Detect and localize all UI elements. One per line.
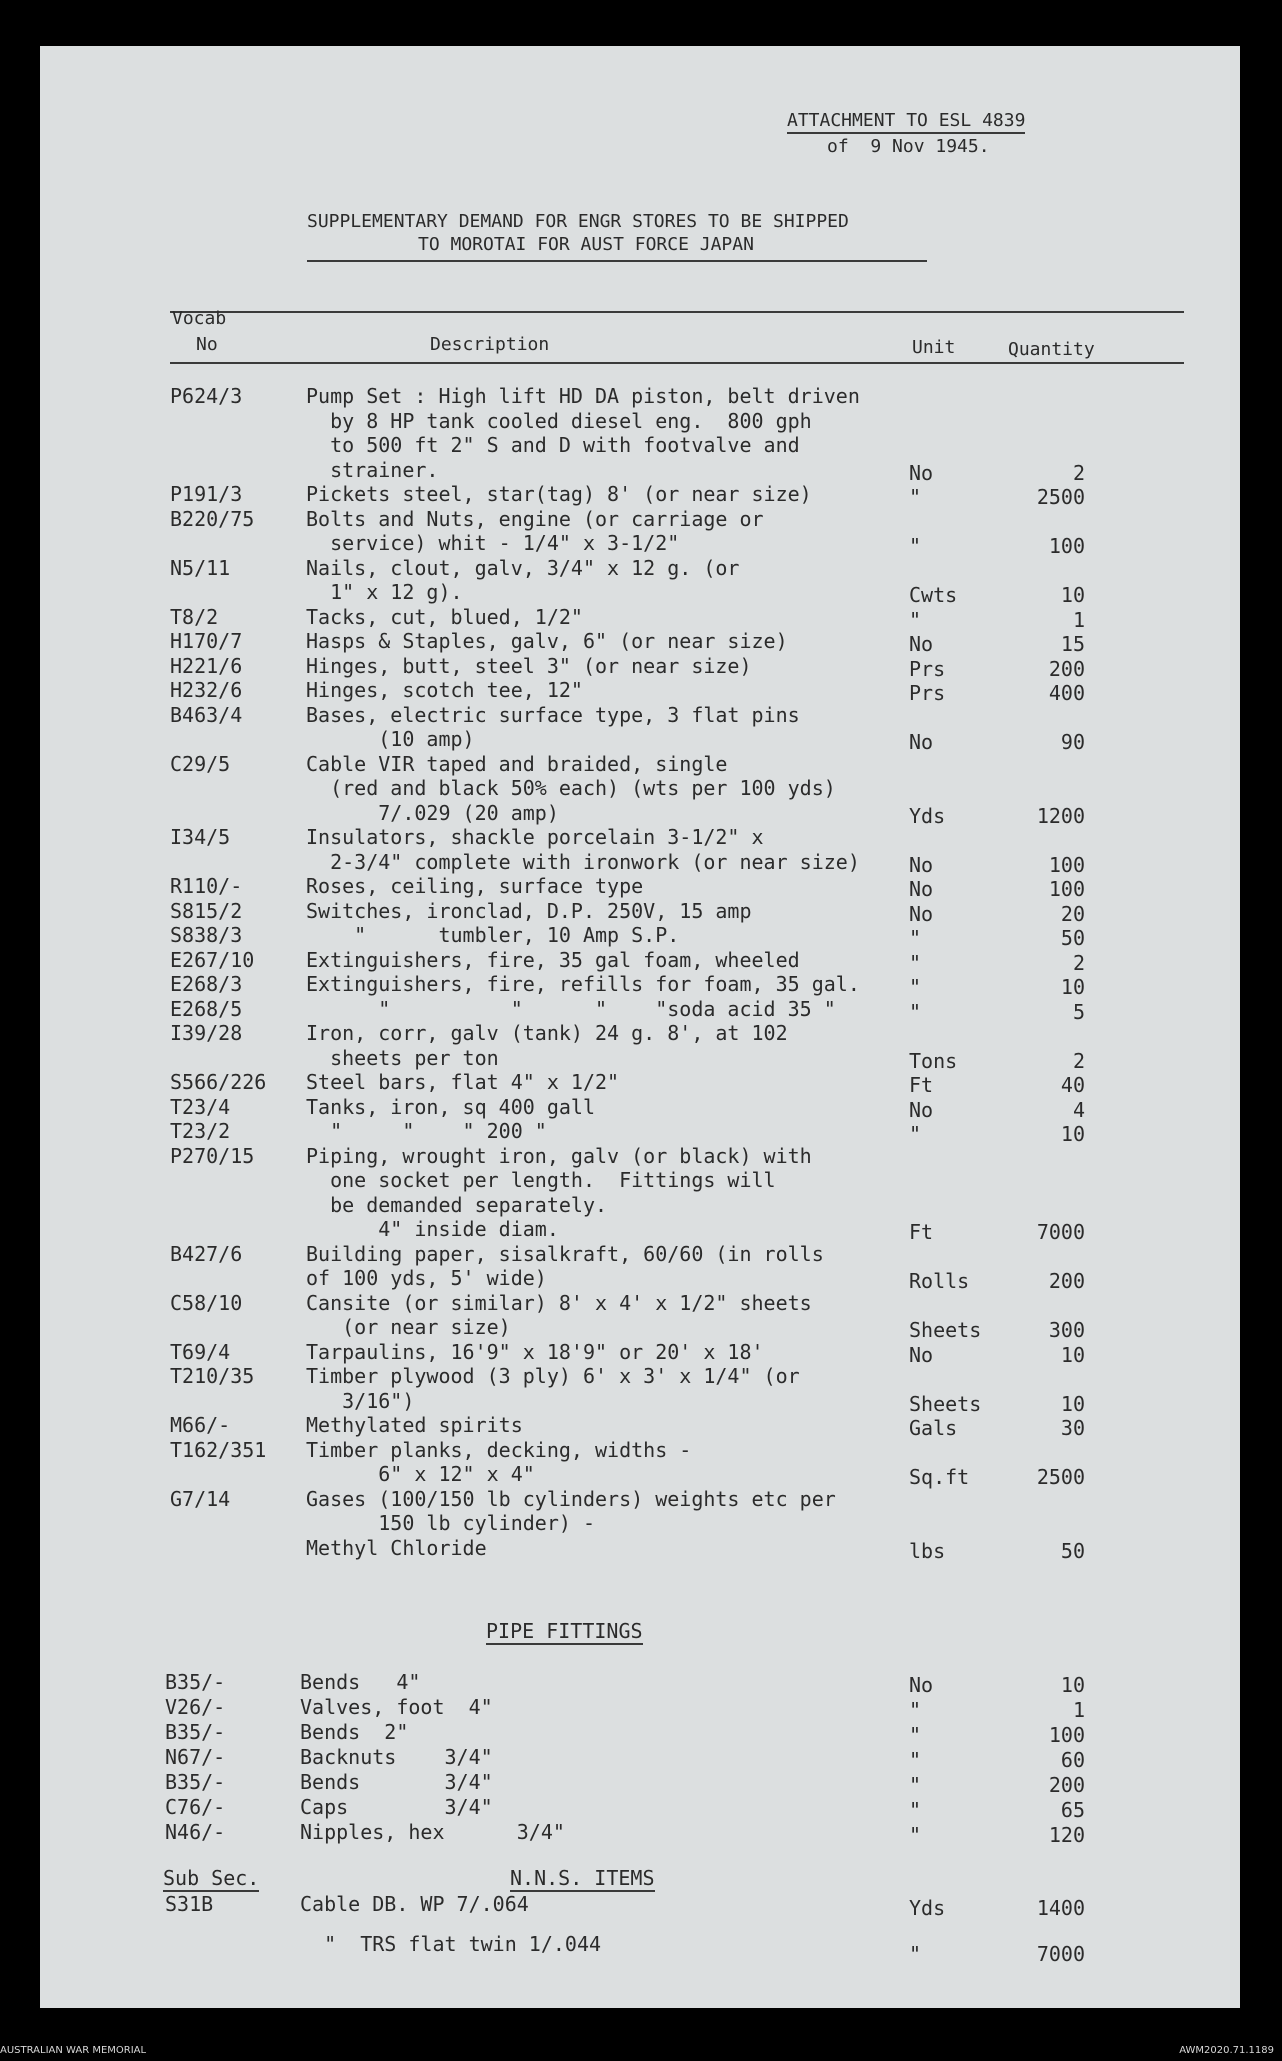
row-unit: Ft — [909, 1073, 934, 1097]
fitting-unit: " — [909, 1698, 922, 1722]
row-unit: Prs — [909, 681, 946, 705]
row-description: 150 lb cylinder) - — [306, 1511, 595, 1535]
row-unit: " — [909, 534, 922, 558]
title-line-1: SUPPLEMENTARY DEMAND FOR ENGR STORES TO BE SHIPPED — [307, 211, 849, 232]
sub-sec-label: Sub Sec. — [163, 1866, 260, 1890]
row-vocab-no: H221/6 — [170, 653, 243, 678]
row-unit: Sheets — [909, 1318, 982, 1342]
row-vocab-no: P270/15 — [170, 1143, 255, 1168]
row-description: Gases (100/150 lb cylinders) weights etc per — [306, 1486, 836, 1511]
fitting-unit: " — [909, 1823, 922, 1847]
row-quantity: 90 — [1060, 730, 1085, 754]
fitting-description: Bends 4" — [300, 1670, 421, 1694]
row-vocab-no: S815/2 — [170, 898, 243, 923]
row-description: one socket per length. Fittings will — [306, 1168, 776, 1192]
row-description: Bolts and Nuts, engine (or carriage or — [306, 506, 764, 531]
row-unit: No — [909, 852, 934, 877]
row-unit: No — [909, 460, 934, 485]
row-vocab-no: T23/2 — [170, 1119, 231, 1143]
fitting-description: Caps 3/4" — [300, 1795, 493, 1819]
nns-quantity: 1400 — [1036, 1896, 1085, 1920]
row-quantity: 10 — [1060, 1391, 1085, 1416]
row-quantity: 200 — [1048, 656, 1085, 681]
fitting-unit: No — [909, 1673, 934, 1697]
row-description: Pickets steel, star(tag) 8' (or near size) — [306, 482, 812, 506]
row-unit: No — [909, 1342, 934, 1367]
row-description: Roses, ceiling, surface type — [306, 874, 644, 898]
row-quantity: 400 — [1048, 681, 1085, 705]
fitting-quantity: 120 — [1048, 1823, 1085, 1847]
row-vocab-no: I34/5 — [170, 825, 231, 849]
row-unit: lbs — [909, 1538, 946, 1563]
row-description: (or near size) — [306, 1315, 511, 1339]
row-quantity: 2500 — [1036, 485, 1085, 509]
row-description: Tanks, iron, sq 400 gall — [306, 1094, 595, 1119]
row-description: Nails, clout, galv, 3/4" x 12 g. (or — [306, 555, 740, 580]
row-vocab-no: T23/4 — [170, 1094, 231, 1119]
row-vocab-no: B220/75 — [170, 506, 255, 531]
row-quantity: 5 — [1072, 999, 1085, 1024]
fitting-vocab-no: N67/- — [165, 1745, 226, 1769]
row-unit: Gals — [909, 1416, 958, 1440]
row-description: 3/16") — [306, 1388, 415, 1413]
row-vocab-no: T162/351 — [170, 1437, 267, 1462]
nns-unit: Yds — [909, 1896, 946, 1920]
row-quantity: 50 — [1060, 1538, 1085, 1563]
column-unit: Unit — [912, 337, 956, 358]
fitting-quantity: 10 — [1060, 1673, 1085, 1697]
column-vocab: Vocab — [172, 308, 227, 329]
fitting-vocab-no: V26/- — [165, 1695, 226, 1719]
row-quantity: 50 — [1060, 926, 1085, 950]
attachment-heading: ATTACHMENT TO ESL 4839 — [787, 110, 1025, 134]
row-unit: Yds — [909, 803, 946, 828]
row-unit: No — [909, 901, 934, 926]
row-vocab-no: N5/11 — [170, 555, 231, 580]
row-description: Iron, corr, galv (tank) 24 g. 8', at 102 — [306, 1021, 788, 1045]
row-description: 2-3/4" complete with ironwork (or near size) — [306, 849, 860, 874]
row-quantity: 30 — [1060, 1416, 1085, 1440]
row-description: sheets per ton — [306, 1045, 499, 1070]
row-vocab-no: G7/14 — [170, 1486, 231, 1511]
row-description: to 500 ft 2" S and D with footvalve and — [306, 433, 800, 457]
row-unit: " — [909, 999, 922, 1024]
footer-reference: AWM2020.71.1189 — [1179, 2045, 1274, 2056]
row-description: Methylated spirits — [306, 1413, 523, 1437]
row-vocab-no: R110/- — [170, 874, 243, 898]
nns-heading: N.N.S. ITEMS — [510, 1866, 655, 1890]
row-quantity: 2 — [1072, 460, 1085, 485]
row-description: 4" inside diam. — [306, 1217, 559, 1241]
row-description: Bases, electric surface type, 3 flat pins — [306, 702, 800, 727]
row-quantity: 10 — [1060, 1342, 1085, 1367]
row-quantity: 15 — [1060, 632, 1085, 656]
row-vocab-no: B427/6 — [170, 1241, 243, 1266]
row-vocab-no: H170/7 — [170, 629, 243, 653]
row-quantity: 100 — [1048, 877, 1085, 901]
row-quantity: 20 — [1060, 901, 1085, 926]
table-header-rule — [170, 362, 1184, 364]
fitting-vocab-no: N46/- — [165, 1820, 226, 1844]
fitting-description: Bends 2" — [300, 1720, 409, 1744]
row-description: Extinguishers, fire, 35 gal foam, wheeled — [306, 947, 800, 972]
row-description: Cansite (or similar) 8' x 4' x 1/2" sheets — [306, 1290, 812, 1315]
row-vocab-no: S566/226 — [170, 1070, 267, 1094]
fitting-vocab-no: B35/- — [165, 1770, 226, 1794]
fitting-description: Nipples, hex 3/4" — [300, 1820, 565, 1844]
row-vocab-no: C29/5 — [170, 751, 231, 776]
fitting-quantity: 100 — [1048, 1723, 1085, 1747]
row-unit: No — [909, 877, 934, 901]
row-description: 7/.029 (20 amp) — [306, 800, 559, 825]
row-vocab-no: S838/3 — [170, 923, 243, 947]
row-quantity: 1 — [1072, 607, 1085, 632]
fitting-vocab-no: B35/- — [165, 1670, 226, 1694]
row-description: be demanded separately. — [306, 1192, 608, 1217]
nns-description: " TRS flat twin 1/.044 — [300, 1932, 602, 1956]
column-description: Description — [430, 334, 550, 355]
column-vocab-no: No — [196, 334, 218, 355]
row-quantity: 10 — [1060, 583, 1085, 607]
row-unit: Rolls — [909, 1269, 970, 1293]
fitting-description: Backnuts 3/4" — [300, 1745, 493, 1769]
row-description: of 100 yds, 5' wide) — [306, 1266, 547, 1290]
row-vocab-no: T69/4 — [170, 1339, 231, 1364]
fitting-vocab-no: C76/- — [165, 1795, 226, 1819]
footer-credit: AUSTRALIAN WAR MEMORIAL — [0, 2045, 147, 2056]
row-quantity: 2 — [1072, 1048, 1085, 1073]
row-description: strainer. — [306, 457, 439, 482]
row-description: Tacks, cut, blued, 1/2" — [306, 604, 583, 629]
row-unit: " — [909, 975, 922, 999]
row-description: Insulators, shackle porcelain 3-1/2" x — [306, 825, 764, 849]
row-description: Switches, ironclad, D.P. 250V, 15 amp — [306, 898, 752, 923]
fitting-quantity: 200 — [1048, 1773, 1085, 1797]
fitting-quantity: 60 — [1060, 1748, 1085, 1772]
row-description: Steel bars, flat 4" x 1/2" — [306, 1070, 620, 1094]
row-unit: " — [909, 607, 922, 632]
row-description: Timber plywood (3 ply) 6' x 3' x 1/4" (or — [306, 1364, 800, 1388]
row-unit: " — [909, 1122, 922, 1146]
row-vocab-no: E268/5 — [170, 996, 243, 1021]
row-description: Hasps & Staples, galv, 6" (or near size) — [306, 629, 788, 653]
row-vocab-no: H232/6 — [170, 678, 243, 702]
row-description: Extinguishers, fire, refills for foam, 35 gal. — [306, 972, 860, 996]
row-vocab-no: E268/3 — [170, 972, 243, 996]
row-description: Building paper, sisalkraft, 60/60 (in rolls — [306, 1241, 824, 1266]
row-description: Cable VIR taped and braided, single — [306, 751, 728, 776]
fitting-description: Valves, foot 4" — [300, 1695, 493, 1719]
title-underline — [307, 260, 927, 262]
row-description: Pump Set : High lift HD DA piston, belt driven — [306, 384, 860, 408]
row-quantity: 200 — [1048, 1269, 1085, 1293]
row-quantity: 40 — [1060, 1073, 1085, 1097]
row-vocab-no: P624/3 — [170, 384, 243, 408]
fitting-vocab-no: B35/- — [165, 1720, 226, 1744]
column-quantity: Quantity — [1008, 339, 1095, 360]
row-vocab-no: I39/28 — [170, 1021, 243, 1045]
row-description: Methyl Chloride — [306, 1535, 487, 1560]
row-description: " " " 200 " — [306, 1119, 547, 1143]
row-quantity: 2 — [1072, 950, 1085, 975]
fitting-quantity: 1 — [1072, 1698, 1085, 1722]
row-vocab-no: C58/10 — [170, 1290, 243, 1315]
row-vocab-no: T8/2 — [170, 604, 219, 629]
title-line-2: TO MOROTAI FOR AUST FORCE JAPAN — [418, 234, 754, 255]
row-vocab-no: E267/10 — [170, 947, 255, 972]
row-description: Hinges, butt, steel 3" (or near size) — [306, 653, 752, 678]
fitting-unit: " — [909, 1798, 922, 1822]
row-unit: Cwts — [909, 583, 958, 607]
row-vocab-no: M66/- — [170, 1413, 231, 1437]
row-quantity: 7000 — [1036, 1220, 1085, 1244]
row-description: by 8 HP tank cooled diesel eng. 800 gph — [306, 408, 812, 433]
nns-quantity: 7000 — [1036, 1942, 1085, 1966]
row-quantity: 10 — [1060, 1122, 1085, 1146]
row-unit: Sq.ft — [909, 1465, 970, 1489]
nns-description: Cable DB. WP 7/.064 — [300, 1892, 529, 1916]
fitting-unit: " — [909, 1773, 922, 1797]
table-top-rule — [170, 311, 1184, 313]
row-quantity: 300 — [1048, 1318, 1085, 1342]
row-description: Timber planks, decking, widths - — [306, 1437, 692, 1462]
row-vocab-no: P191/3 — [170, 482, 243, 506]
row-description: 6" x 12" x 4" — [306, 1462, 535, 1486]
row-unit: No — [909, 1097, 934, 1122]
fitting-unit: " — [909, 1748, 922, 1772]
row-quantity: 100 — [1048, 534, 1085, 558]
row-description: Piping, wrought iron, galv (or black) with — [306, 1143, 812, 1168]
row-quantity: 100 — [1048, 852, 1085, 877]
row-description: (red and black 50% each) (wts per 100 yds) — [306, 776, 836, 800]
row-unit: " — [909, 485, 922, 509]
nns-unit: " — [909, 1942, 922, 1966]
attachment-date: of 9 Nov 1945. — [827, 136, 990, 157]
row-unit: No — [909, 632, 934, 656]
row-quantity: 4 — [1072, 1097, 1085, 1122]
row-quantity: 1200 — [1036, 803, 1085, 828]
row-quantity: 2500 — [1036, 1465, 1085, 1489]
fitting-quantity: 65 — [1060, 1798, 1085, 1822]
row-unit: Sheets — [909, 1391, 982, 1416]
fitting-unit: " — [909, 1723, 922, 1747]
nns-vocab-no: S31B — [165, 1892, 214, 1916]
fitting-description: Bends 3/4" — [300, 1770, 493, 1794]
row-description: Hinges, scotch tee, 12" — [306, 678, 583, 702]
row-unit: " — [909, 926, 922, 950]
row-description: 1" x 12 g). — [306, 580, 463, 604]
row-unit: No — [909, 730, 934, 754]
row-description: Tarpaulins, 16'9" x 18'9" or 20' x 18' — [306, 1339, 764, 1364]
row-description: (10 amp) — [306, 727, 475, 751]
row-unit: Tons — [909, 1048, 958, 1073]
row-quantity: 10 — [1060, 975, 1085, 999]
row-description: " " " "soda acid 35 " — [306, 996, 836, 1021]
row-unit: Prs — [909, 656, 946, 681]
row-description: service) whit - 1/4" x 3-1/2" — [306, 531, 680, 555]
row-vocab-no: T210/35 — [170, 1364, 255, 1388]
row-description: " tumbler, 10 Amp S.P. — [306, 923, 680, 947]
row-unit: Ft — [909, 1220, 934, 1244]
row-unit: " — [909, 950, 922, 975]
pipe-fittings-heading: PIPE FITTINGS — [486, 1619, 643, 1643]
row-vocab-no: B463/4 — [170, 702, 243, 727]
